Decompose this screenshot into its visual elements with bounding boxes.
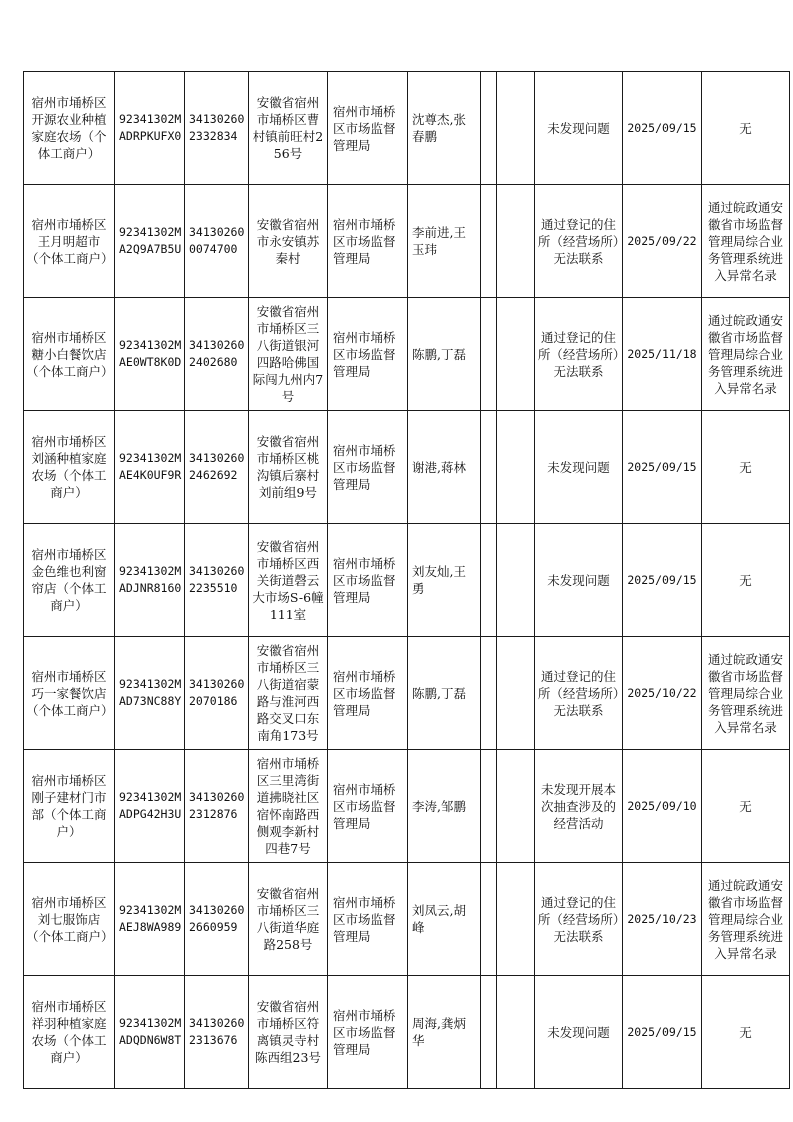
blank-cell [481, 637, 497, 750]
inspection-result-cell: 未发现问题 [535, 976, 623, 1089]
handling-cell: 无 [702, 411, 790, 524]
registration-number-cell: 341302600074700 [185, 185, 249, 298]
inspection-date-cell: 2025/09/15 [623, 524, 702, 637]
inspectors-cell: 刘凤云,胡峰 [408, 863, 481, 976]
inspection-date-cell: 2025/09/15 [623, 72, 702, 185]
inspection-result-cell: 未发现问题 [535, 72, 623, 185]
table-body [24, 72, 790, 1089]
credit-code-cell: 92341302MAEJ8WA989 [115, 863, 185, 976]
blank-cell [497, 411, 535, 524]
inspectors-cell: 刘友灿,王勇 [408, 524, 481, 637]
authority-cell: 宿州市埇桥区市场监督管理局 [328, 524, 408, 637]
handling-cell: 通过皖政通安徽省市场监督管理局综合业务管理系统进入异常名录 [702, 185, 790, 298]
address-cell: 安徽省宿州市埇桥区三八街道银河四路哈佛国际闯九州内7号 [249, 298, 328, 411]
inspection-date-cell: 2025/09/15 [623, 411, 702, 524]
blank-cell [497, 863, 535, 976]
inspection-result-cell: 通过登记的住所（经营场所）无法联系 [535, 863, 623, 976]
registration-number-cell: 341302602402680 [185, 298, 249, 411]
registration-number-cell: 341302602313676 [185, 976, 249, 1089]
credit-code-cell: 92341302MADRPKUFX0 [115, 72, 185, 185]
business-name-cell: 宿州市埇桥区刚子建材门市部（个体工商户） [24, 750, 115, 863]
registration-number-cell: 341302602312876 [185, 750, 249, 863]
authority-cell: 宿州市埇桥区市场监督管理局 [328, 298, 408, 411]
blank-cell [481, 976, 497, 1089]
blank-cell [497, 72, 535, 185]
inspection-result-cell: 未发现问题 [535, 524, 623, 637]
blank-cell [497, 298, 535, 411]
authority-cell: 宿州市埇桥区市场监督管理局 [328, 411, 408, 524]
table-row [24, 298, 790, 411]
handling-cell: 通过皖政通安徽省市场监督管理局综合业务管理系统进入异常名录 [702, 637, 790, 750]
blank-cell [497, 637, 535, 750]
credit-code-cell: 92341302MADJNR8160 [115, 524, 185, 637]
credit-code-cell: 92341302MADPG42H3U [115, 750, 185, 863]
inspection-result-cell: 未发现问题 [535, 411, 623, 524]
address-cell: 安徽省宿州市埇桥区三八街道华庭路258号 [249, 863, 328, 976]
table-row [24, 524, 790, 637]
inspection-date-cell: 2025/09/10 [623, 750, 702, 863]
business-name-cell: 宿州市埇桥区刘七服饰店（个体工商户） [24, 863, 115, 976]
table-row [24, 72, 790, 185]
address-cell: 安徽省宿州市埇桥区符离镇灵寺村陈西组23号 [249, 976, 328, 1089]
inspection-result-cell: 通过登记的住所（经营场所）无法联系 [535, 298, 623, 411]
inspection-result-cell: 未发现开展本次抽查涉及的经营活动 [535, 750, 623, 863]
authority-cell: 宿州市埇桥区市场监督管理局 [328, 72, 408, 185]
registration-number-cell: 341302602332834 [185, 72, 249, 185]
blank-cell [497, 750, 535, 863]
inspection-date-cell: 2025/09/15 [623, 976, 702, 1089]
address-cell: 安徽省宿州市埇桥区西关街道磬云大市场S-6幢111室 [249, 524, 328, 637]
credit-code-cell: 92341302MA2Q9A7B5U [115, 185, 185, 298]
inspection-result-cell: 通过登记的住所（经营场所）无法联系 [535, 637, 623, 750]
handling-cell: 无 [702, 72, 790, 185]
credit-code-cell: 92341302MAE0WT8K0D [115, 298, 185, 411]
blank-cell [481, 863, 497, 976]
handling-cell: 通过皖政通安徽省市场监督管理局综合业务管理系统进入异常名录 [702, 298, 790, 411]
handling-cell: 无 [702, 976, 790, 1089]
authority-cell: 宿州市埇桥区市场监督管理局 [328, 185, 408, 298]
business-name-cell: 宿州市埇桥区糖小白餐饮店（个体工商户） [24, 298, 115, 411]
business-name-cell: 宿州市埇桥区刘涵种植家庭农场（个体工商户） [24, 411, 115, 524]
table-row [24, 750, 790, 863]
business-name-cell: 宿州市埇桥区王月明超市（个体工商户） [24, 185, 115, 298]
handling-cell: 无 [702, 750, 790, 863]
authority-cell: 宿州市埇桥区市场监督管理局 [328, 863, 408, 976]
address-cell: 安徽省宿州市埇桥区曹村镇前旺村256号 [249, 72, 328, 185]
blank-cell [481, 72, 497, 185]
blank-cell [497, 185, 535, 298]
table-row [24, 185, 790, 298]
inspection-date-cell: 2025/11/18 [623, 298, 702, 411]
registration-number-cell: 341302602070186 [185, 637, 249, 750]
table-row [24, 637, 790, 750]
address-cell: 宿州市埇桥区三里湾街道拂晓社区宿怀南路西侧观李新村四巷7号 [249, 750, 328, 863]
blank-cell [481, 524, 497, 637]
authority-cell: 宿州市埇桥区市场监督管理局 [328, 637, 408, 750]
blank-cell [481, 298, 497, 411]
inspection-date-cell: 2025/09/22 [623, 185, 702, 298]
inspection-results-table [23, 71, 790, 1089]
registration-number-cell: 341302602660959 [185, 863, 249, 976]
credit-code-cell: 92341302MADQDN6W8T [115, 976, 185, 1089]
inspection-result-cell: 通过登记的住所（经营场所）无法联系 [535, 185, 623, 298]
blank-cell [497, 976, 535, 1089]
registration-number-cell: 341302602235510 [185, 524, 249, 637]
inspectors-cell: 周海,龚炳华 [408, 976, 481, 1089]
inspectors-cell: 李前进,王玉玮 [408, 185, 481, 298]
inspectors-cell: 谢港,蒋林 [408, 411, 481, 524]
inspectors-cell: 李涛,邹鹏 [408, 750, 481, 863]
blank-cell [481, 185, 497, 298]
authority-cell: 宿州市埇桥区市场监督管理局 [328, 976, 408, 1089]
credit-code-cell: 92341302MAE4K0UF9R [115, 411, 185, 524]
registration-number-cell: 341302602462692 [185, 411, 249, 524]
inspection-date-cell: 2025/10/23 [623, 863, 702, 976]
table-row [24, 863, 790, 976]
blank-cell [481, 411, 497, 524]
business-name-cell: 宿州市埇桥区巧一家餐饮店（个体工商户） [24, 637, 115, 750]
authority-cell: 宿州市埇桥区市场监督管理局 [328, 750, 408, 863]
inspection-date-cell: 2025/10/22 [623, 637, 702, 750]
address-cell: 安徽省宿州市埇桥区三八街道宿蒙路与淮河西路交叉口东南角173号 [249, 637, 328, 750]
inspectors-cell: 沈尊杰,张春鹏 [408, 72, 481, 185]
address-cell: 安徽省宿州市埇桥区桃沟镇后寨村刘前组9号 [249, 411, 328, 524]
blank-cell [497, 524, 535, 637]
table-row [24, 976, 790, 1089]
address-cell: 安徽省宿州市永安镇苏秦村 [249, 185, 328, 298]
business-name-cell: 宿州市埇桥区祥羽种植家庭农场（个体工商户） [24, 976, 115, 1089]
inspectors-cell: 陈鹏,丁磊 [408, 637, 481, 750]
blank-cell [481, 750, 497, 863]
handling-cell: 无 [702, 524, 790, 637]
business-name-cell: 宿州市埇桥区金色维也利窗帘店（个体工商户） [24, 524, 115, 637]
credit-code-cell: 92341302MAD73NC88Y [115, 637, 185, 750]
table-row [24, 411, 790, 524]
handling-cell: 通过皖政通安徽省市场监督管理局综合业务管理系统进入异常名录 [702, 863, 790, 976]
inspectors-cell: 陈鹏,丁磊 [408, 298, 481, 411]
business-name-cell: 宿州市埇桥区开源农业种植家庭农场（个体工商户） [24, 72, 115, 185]
